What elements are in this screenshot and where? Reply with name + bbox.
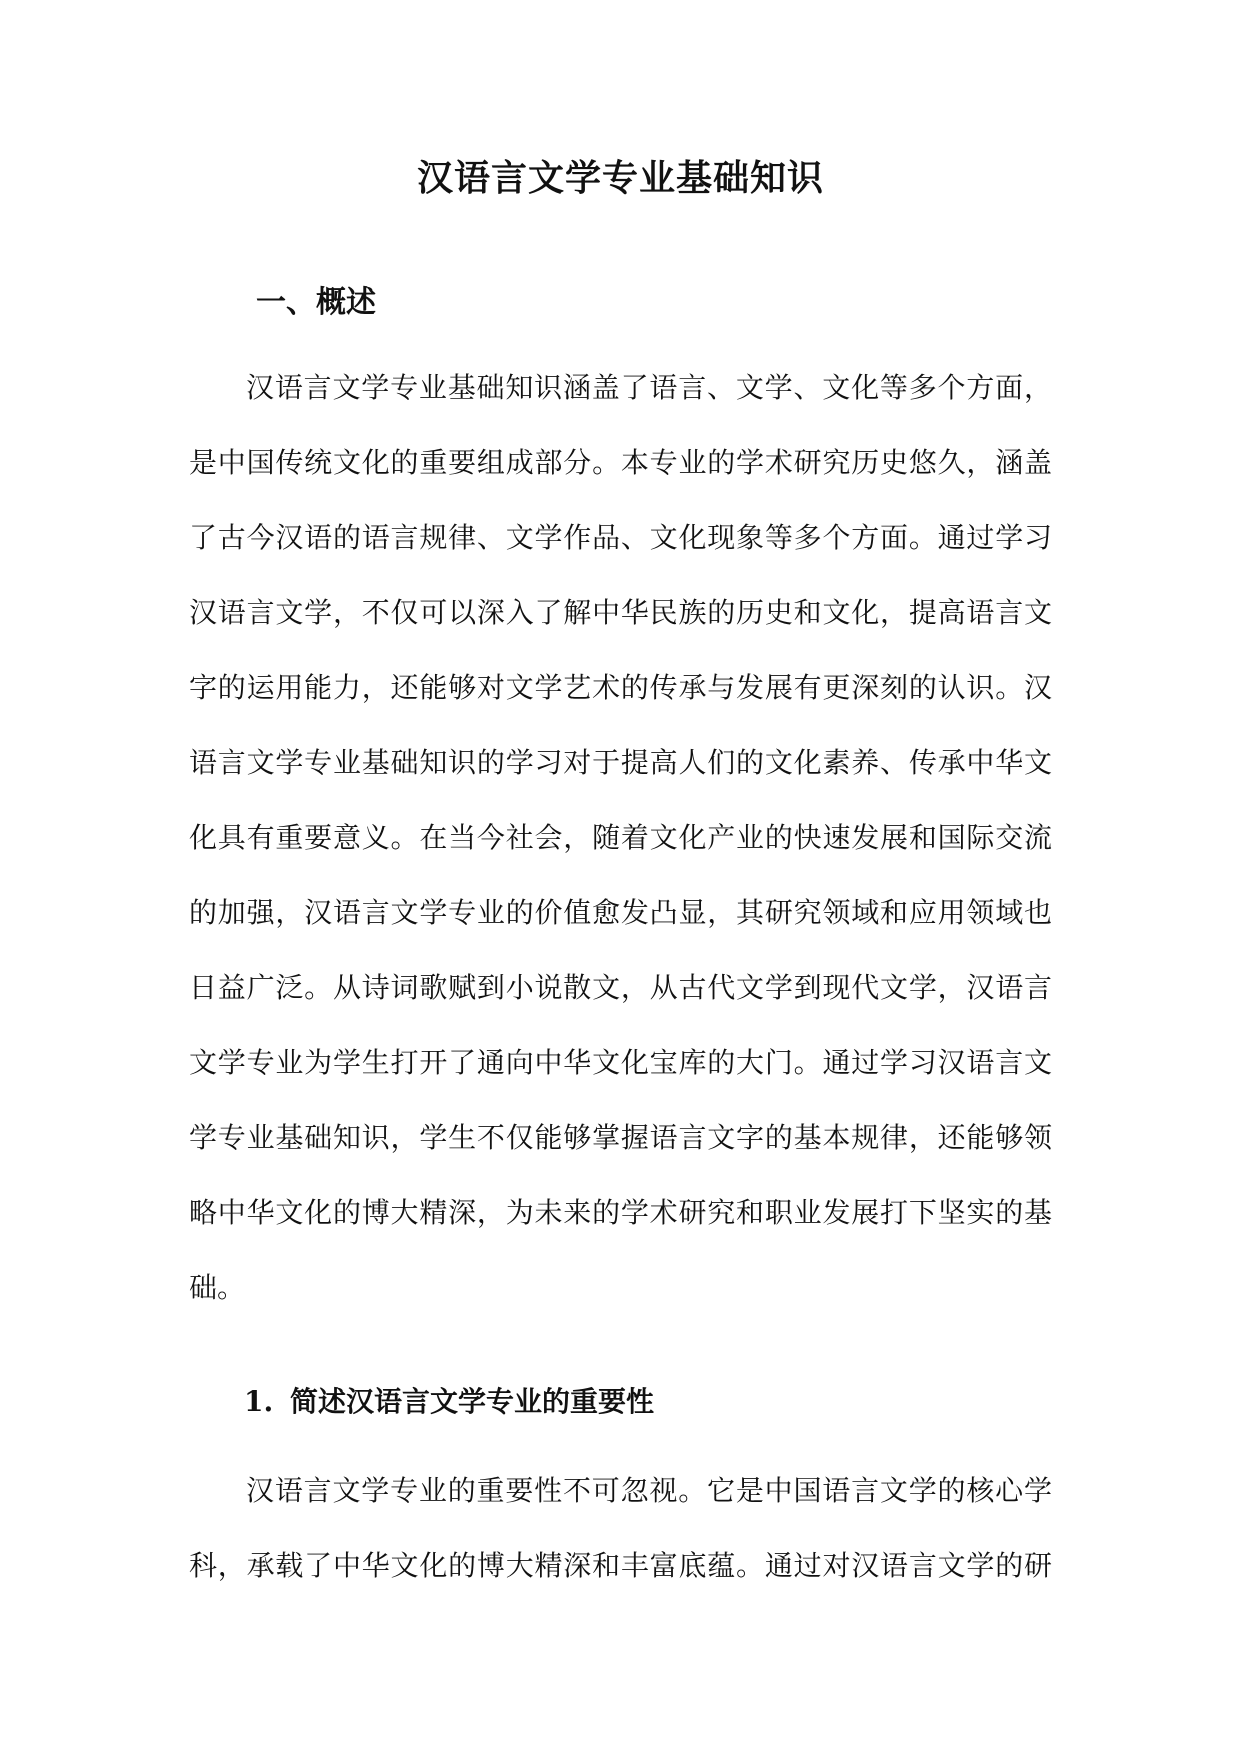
paragraph-line: 语言文学专业基础知识的学习对于提高人们的文化素养、传承中华文: [189, 746, 1052, 779]
paragraph-line: 了古今汉语的语言规律、文学作品、文化现象等多个方面。通过学习: [189, 521, 1052, 554]
paragraph-line: 础。: [189, 1271, 246, 1304]
paragraph-line: 字的运用能力，还能够对文学艺术的传承与发展有更深刻的认识。汉: [189, 671, 1052, 704]
paragraph-line: 文学专业为学生打开了通向中华文化宝库的大门。通过学习汉语言文: [189, 1046, 1052, 1079]
paragraph-line: 化具有重要意义。在当今社会，随着文化产业的快速发展和国际交流: [189, 821, 1052, 854]
overview-paragraph: [189, 350, 1052, 1325]
paragraph-line: 汉语言文学，不仅可以深入了解中华民族的历史和文化，提高语言文: [189, 596, 1052, 629]
paragraph-line: 汉语言文学专业基础知识涵盖了语言、文学、文化等多个方面，: [246, 371, 1052, 404]
paragraph-line: 是中国传统文化的重要组成部分。本专业的学术研究历史悠久，涵盖: [189, 446, 1052, 479]
subsection-heading-text: 简述汉语言文学专业的重要性: [290, 1385, 655, 1418]
section-heading-overview: 一、概述: [256, 285, 376, 320]
paragraph-line: 学专业基础知识，学生不仅能够掌握语言文字的基本规律，还能够领: [189, 1121, 1052, 1154]
paragraph-line: 略中华文化的博大精深，为未来的学术研究和职业发展打下坚实的基: [189, 1196, 1052, 1229]
paragraph-line: 的加强，汉语言文学专业的价值愈发凸显，其研究领域和应用领域也: [189, 896, 1052, 929]
subsection-number: 1.: [244, 1385, 274, 1418]
paragraph-line: 汉语言文学专业的重要性不可忽视。它是中国语言文学的核心学: [246, 1474, 1052, 1507]
document-title: 汉语言文学专业基础知识: [416, 157, 824, 199]
subsection-heading-importance: [244, 1378, 654, 1426]
paragraph-line: 科，承载了中华文化的博大精深和丰富底蕴。通过对汉语言文学的研: [189, 1549, 1052, 1582]
importance-paragraph: [189, 1453, 1052, 1603]
paragraph-line: 日益广泛。从诗词歌赋到小说散文，从古代文学到现代文学，汉语言: [189, 971, 1052, 1004]
